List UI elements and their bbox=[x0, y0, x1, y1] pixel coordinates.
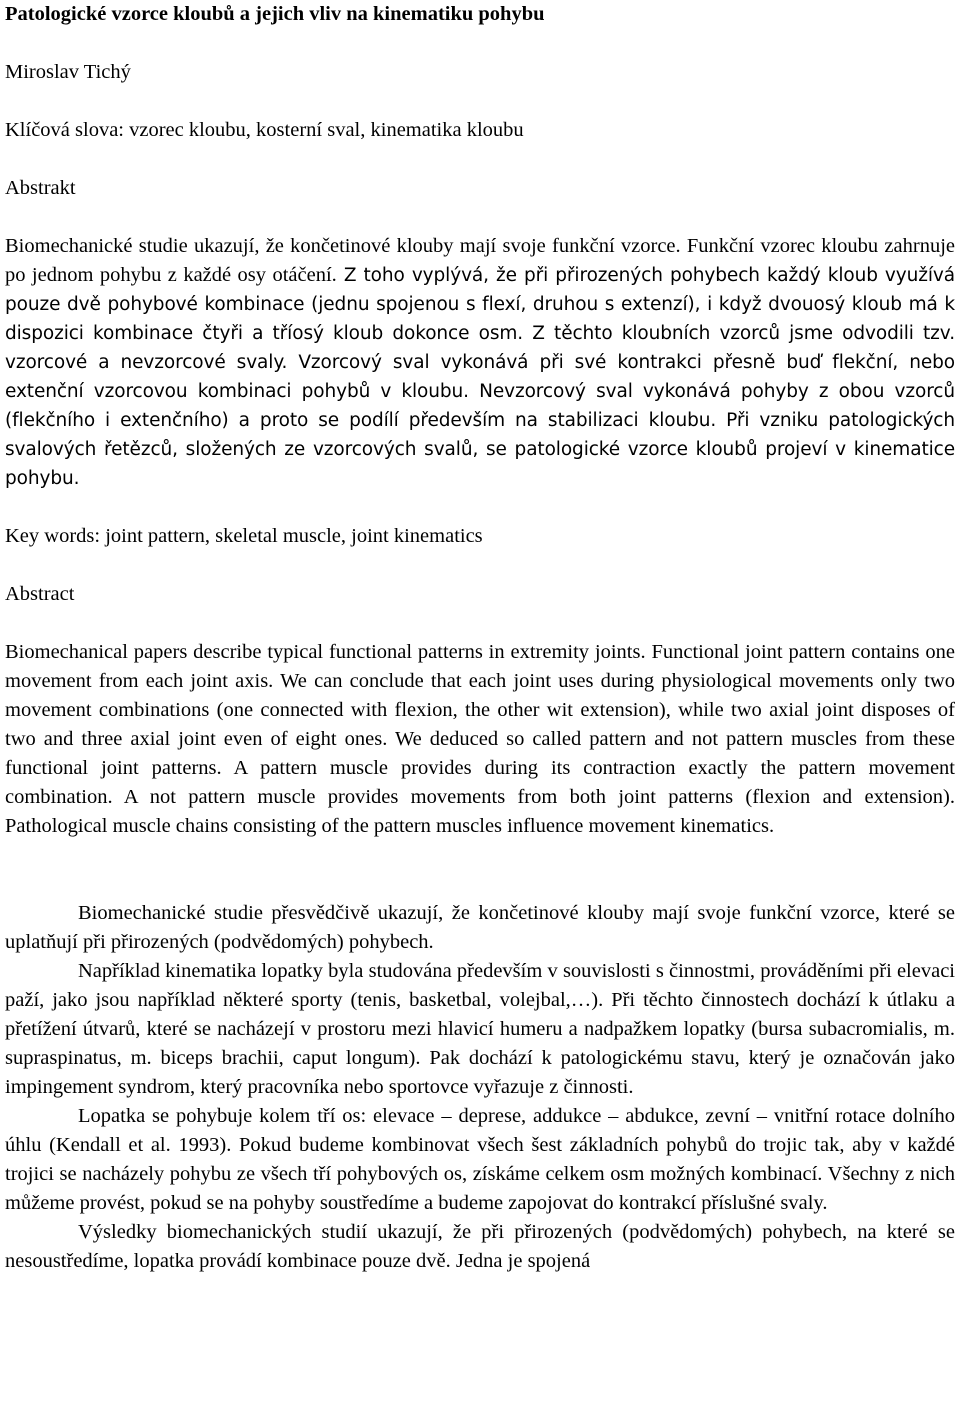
abstract-en: Biomechanical papers describe typical functional patterns in extremity joints. Functional joint pattern contains one movement from each joint axis. We can conclude that each joint uses during physiological movements only two movement combinations (one connected with flexion, the other wit extension), while two axial joint disposes of two and three axial joint even of eight ones. We deduced so called pattern and not pattern muscles from these functional joint patterns. A pattern muscle provides during its contraction exactly the pattern movement combination. A not pattern muscle provides movements from both joint patterns (flexion and extension). Pathological muscle chains consisting of the pattern muscles influence movement kinematics. bbox=[5, 641, 955, 837]
abstract-cz-part1: Biomechanické studie ukazují, že končetinové klouby mají svoje funkční vzorce. Funkční vzorec kloubu zahrnuje po jednom pohybu z každé osy otáčení. bbox=[5, 235, 955, 286]
body-paragraph: Výsledky biomechanických studií ukazují, že při přirozených (podvědomých) pohybech, na které se nesoustředíme, lopatka provádí kombinace pouze dvě. Jedna je spojená bbox=[5, 1221, 955, 1272]
body-paragraph: Lopatka se pohybuje kolem tří os: elevace – deprese, addukce – abdukce, zevní – vnitřní rotace dolního úhlu (Kendall et al. 1993). Pokud budeme kombinovat všech šest základních pohybů do trojic tak, aby v každé trojici se nacházely pohybu ze všech tří pohybových os, získáme celkem osm možných kombinací. Všechny z nich můžeme provést, pokud se na pohyby soustředíme a budeme zapojovat do kontrakcí příslušné svaly. bbox=[5, 1105, 955, 1214]
keywords-cz: Klíčová slova: vzorec kloubu, kosterní sval, kinematika kloubu bbox=[5, 119, 524, 141]
abstract-cz-part2: Z toho vyplývá, že při přirozených pohybech každý kloub využívá pouze dvě pohybové kombinace (jednu spojenou s flexí, druhou s extenzí), i když dvouosý kloub má k dispozici kombinace čtyři a tříosý kloub dokonce osm. Z těchto kloubních vzorců jsme odvodili tzv. vzorcové a nevzorcové svaly. Vzorcový sval vykonává při své kontrakci přesně buď flekční, nebo extenční vzorcovou kombinaci pohybů v kloubu. Nevzorcový sval vykonává pohyby z obou vzorců (flekčního i extenčního) a proto se podílí především na stabilizaci kloubu. Při vzniku patologických svalových řetězců, složených ze vzorcových svalů, se patologické vzorce kloubů projeví v kinematice pohybu. bbox=[5, 265, 955, 489]
keywords-en: Key words: joint pattern, skeletal muscle, joint kinematics bbox=[5, 525, 483, 547]
body-paragraph: Biomechanické studie přesvědčivě ukazují, že končetinové klouby mají svoje funkční vzorce, které se uplatňují při přirozených (podvědomých) pohybech. bbox=[5, 902, 955, 953]
body-paragraph: Například kinematika lopatky byla studována především v souvislosti s činnostmi, prováděními při elevaci paží, jako jsou například některé sporty (tenis, basketbal, volejbal,…). Při těchto činnostech dochází k útlaku a přetížení útvarů, které se nacházejí v prostoru mezi hlavicí humeru a nadpažkem lopatky (bursa subacromialis, m. supraspinatus, m. biceps brachii, caput longum). Pak dochází k patologickému stavu, který je označován jako impingement syndrom, který pracovníka nebo sportovce vyřazuje z činnosti. bbox=[5, 960, 955, 1098]
abstract-heading-cz: Abstrakt bbox=[5, 177, 76, 199]
abstract-cz bbox=[5, 232, 955, 493]
abstract-heading-en: Abstract bbox=[5, 583, 75, 605]
author-name: Miroslav Tichý bbox=[5, 61, 131, 83]
body-text bbox=[5, 899, 955, 1276]
paper-title: Patologické vzorce kloubů a jejich vliv na kinematiku pohybu bbox=[5, 3, 545, 25]
